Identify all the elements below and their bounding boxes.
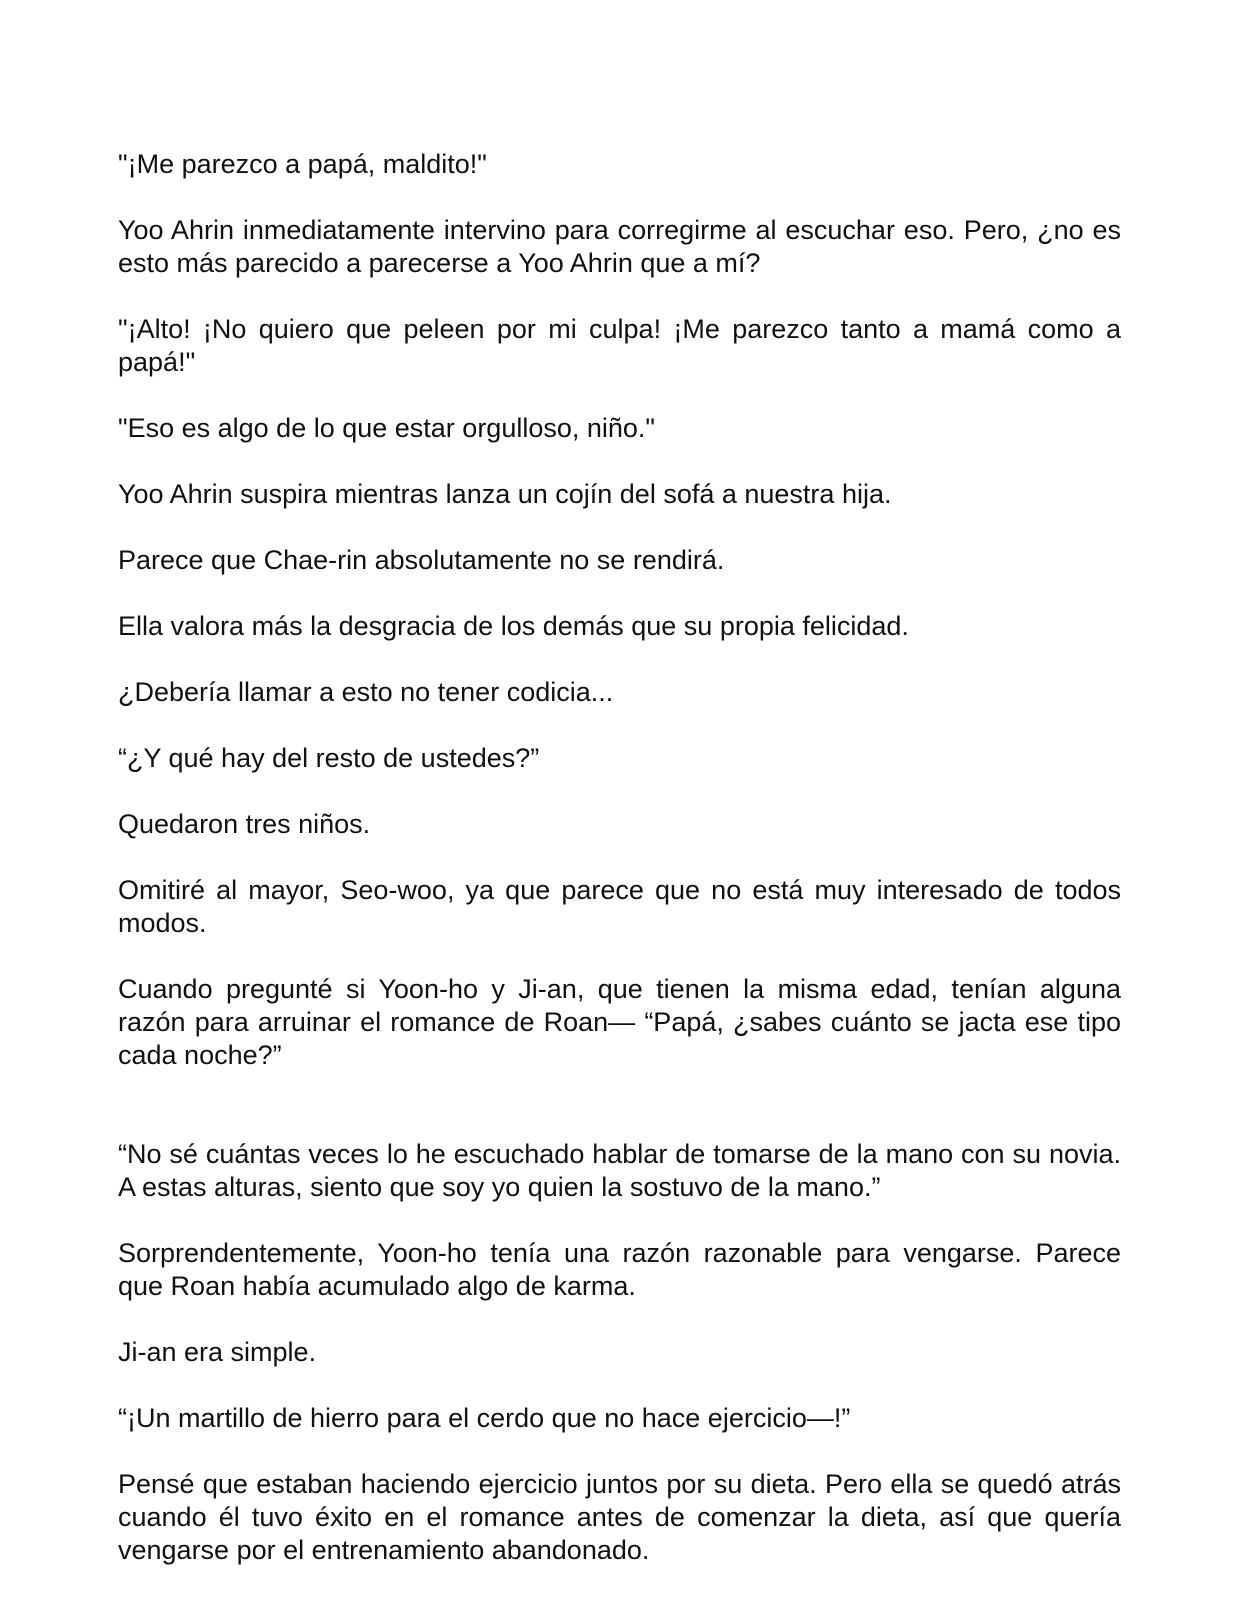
paragraph: ¿Debería llamar a esto no tener codicia...	[118, 677, 614, 707]
paragraph: Yoo Ahrin suspira mientras lanza un cojín del sofá a nuestra hija.	[118, 479, 892, 509]
paragraph: Quedaron tres niños.	[118, 809, 371, 839]
paragraph: Yoo Ahrin inmediatamente intervino para corregirme al escuchar eso. Pero, ¿no es esto más parecido a parecerse a Yoo Ahrin que a mí?	[118, 215, 1121, 278]
paragraph: Pensé que estaban haciendo ejercicio juntos por su dieta. Pero ella se quedó atrás cuando él tuvo éxito en el romance antes de comenzar la dieta, así que quería vengarse por el entrenamiento abandonado.	[118, 1469, 1121, 1565]
document-page	[118, 148, 1121, 1567]
paragraph: "¡Me parezco a papá, maldito!"	[118, 149, 487, 179]
paragraph: Ella valora más la desgracia de los demás que su propia felicidad.	[118, 611, 909, 641]
paragraph: “¿Y qué hay del resto de ustedes?”	[118, 743, 540, 773]
paragraph: “No sé cuántas veces lo he escuchado hablar de tomarse de la mano con su novia. A estas alturas, siento que soy yo quien la sostuvo de la mano.”	[118, 1139, 1121, 1202]
paragraph: "Eso es algo de lo que estar orgulloso, niño."	[118, 413, 656, 443]
paragraph: Parece que Chae-rin absolutamente no se rendirá.	[118, 545, 725, 575]
paragraph: Sorprendentemente, Yoon-ho tenía una razón razonable para vengarse. Parece que Roan había acumulado algo de karma.	[118, 1238, 1121, 1301]
paragraph: Omitiré al mayor, Seo-woo, ya que parece que no está muy interesado de todos modos.	[118, 875, 1121, 938]
paragraph: Ji-an era simple.	[118, 1337, 317, 1367]
paragraph: "¡Alto! ¡No quiero que peleen por mi culpa! ¡Me parezco tanto a mamá como a papá!"	[118, 314, 1121, 377]
paragraph: “¡Un martillo de hierro para el cerdo que no hace ejercicio—!”	[118, 1403, 851, 1433]
paragraph: Cuando pregunté si Yoon-ho y Ji-an, que tienen la misma edad, tenían alguna razón para arruinar el romance de Roan— “Papá, ¿sabes cuánto se jacta ese tipo cada noche?”	[118, 974, 1121, 1070]
